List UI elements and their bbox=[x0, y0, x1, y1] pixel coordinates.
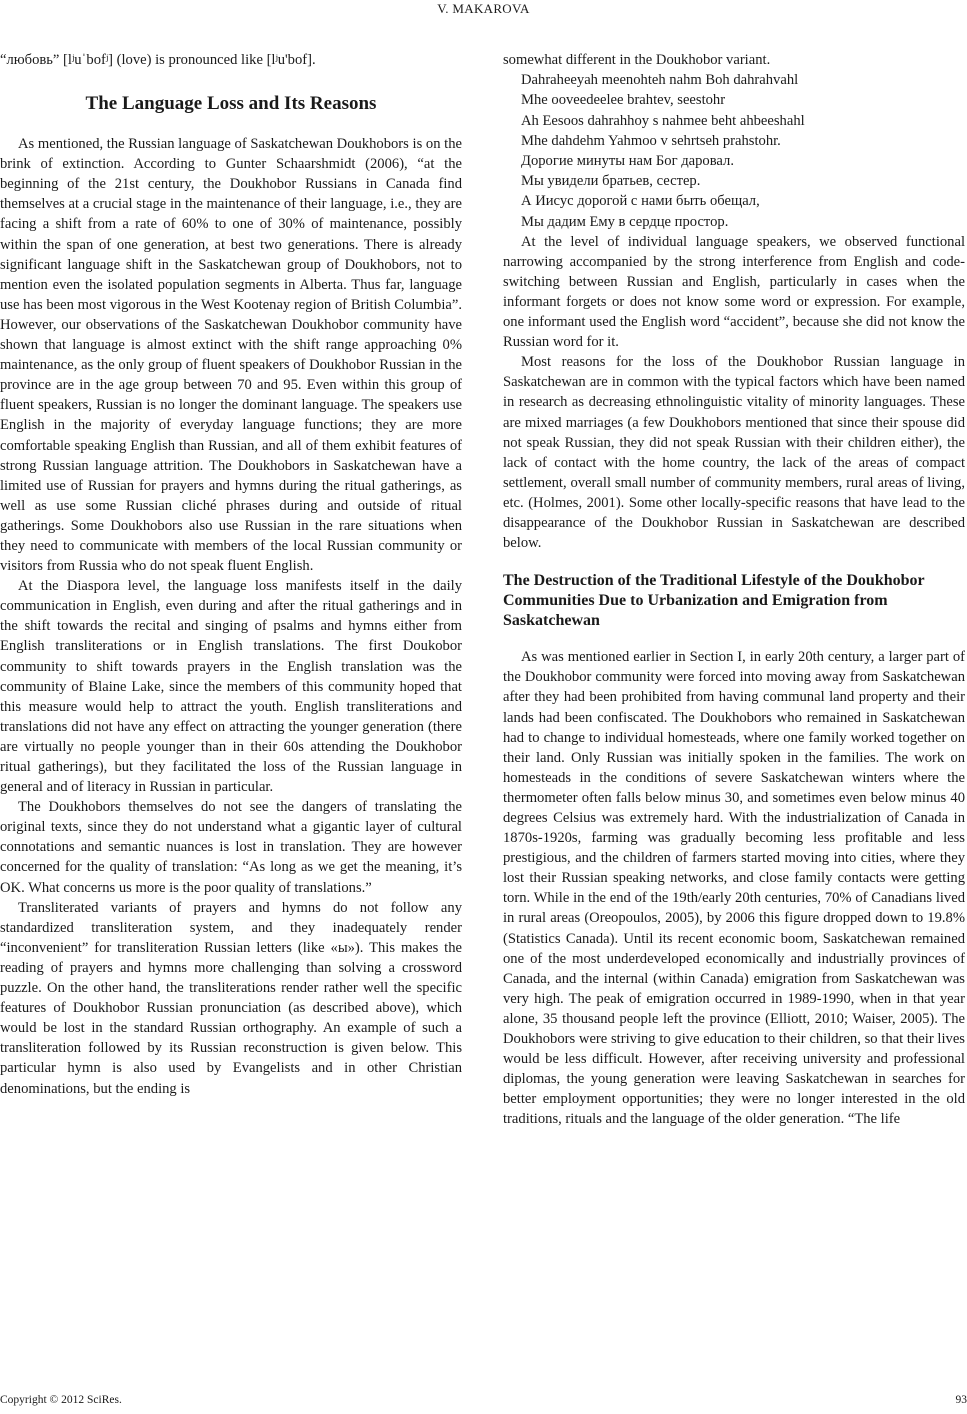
hymn-line: Dahraheeyah meenohteh nahm Boh dahrahvahl bbox=[521, 72, 799, 89]
body-paragraph: Most reasons for the loss of the Doukhobor Russian language in Saskatchewan are in common with the typical factors which have been named in research as decreasing ethnolinguistic vitality of minority languages. These are mixed marriages (a few Doukhobors mentioned that since their spouse did not speak Russian, they did not speak Russian with their children either), the lack of contact with the home country, the lack of the areas of compact settlement, overall small number of community members, rural areas of living, etc. (Holmes, 2001). Some other locally-specific reasons that have lead to the disappearance of the Doukhobor Russian in Saskatchewan are described below. bbox=[503, 354, 965, 552]
hymn-verse bbox=[503, 70, 965, 232]
body-paragraph: As mentioned, the Russian language of Saskatchewan Doukhobors is on the brink of extinction. According to Gunter Schaarshmidt (2006), “at the beginning of the 21st century, the Doukhobor Russians in Canada find themselves at a crucial stage in the maintenance of their language, i.e., they are facing a shift from a rate of 60% to one of 30% of maintenance, possibly within the span of one generation, at best two generations. There is already significant language shift in the Saskatchewan group of Doukhobors, not to mention even the isolated population segments in Alberta. Thus far, language use has been most vigorous in the West Kootenay region of British Columbia”. However, our observations of the Saskatchewan Doukhobor community have shown that language is almost extinct with the shift range approaching 0% maintenance, as the only group of fluent speakers of Doukhobor Russian in the province are in the age group between 70 and 95. Even within this group of fluent speakers, Russian is no longer the dominant language. The speakers use English in the majority of everyday language functions; they are more comfortable speaking English than Russian, and all of them exhibit features of strong Russian language attrition. The Doukhobors in Saskatchewan have a limited use of Russian for prayers and hymns during the ritual gatherings, as well as use some Russian cliché phrases during and outside of ritual gatherings. Some Doukhobors also use Russian in the rare situations when they need to communicate with members of the local Russian community or visitors from Russia who do not speak fluent English. bbox=[0, 136, 462, 575]
copyright-notice: Copyright © 2012 SciRes. bbox=[0, 1394, 122, 1406]
subsection-title: The Destruction of the Traditional Lifestyle of the Doukhobor Communities Due to Urbanization and Emigration from Saskatchewan bbox=[503, 572, 925, 630]
left-column bbox=[0, 50, 462, 1099]
running-head: V. MAKAROVA bbox=[437, 1, 530, 16]
intro-line: “любовь” [lʲuˈbofʲ] (love) is pronounced like [lʲu'bof]. bbox=[0, 52, 316, 68]
right-column bbox=[503, 50, 965, 1129]
body-paragraph: The Doukhobors themselves do not see the dangers of translating the original texts, since they do not understand what a gigantic layer of cultural connotations and semantic nuances is lost in translation. They are however concerned for the quality of translation: “As long as we get the meaning, it’s OK. What concerns us more is the poor quality of translations.” bbox=[0, 799, 462, 896]
hymn-line: Mhe dahdehm Yahmoo v sehrtseh prahstohr. bbox=[521, 132, 781, 149]
page-number: 93 bbox=[955, 1394, 967, 1406]
hymn-line: Мы увидели братьев, сестер. bbox=[521, 173, 701, 190]
hymn-line: А Иисус дорогой с нами быть обещал, bbox=[521, 193, 760, 210]
body-paragraph: Transliterated variants of prayers and hymns do not follow any standardized transliteration system, and they inadequately render “inconvenient” for transliteration Russian letters (like «ы»). This makes the reading of prayers and hymns more challenging than solving a crossword puzzle. On the other hand, the transliterations render rather well the specific features of Doukhobor Russian pronunciation (as described above), which would be lost in the standard Russian orthography. An example of such a transliteration followed by its Russian reconstruction is given below. This particular hymn is also used by Evangelists and in other Christian denominations, but the ending is bbox=[0, 899, 462, 1097]
continuation-line: somewhat different in the Doukhobor variant. bbox=[503, 52, 771, 68]
section-title: The Language Loss and Its Reasons bbox=[85, 93, 377, 115]
hymn-line: Мы дадим Ему в сердце простор. bbox=[521, 213, 729, 230]
body-paragraph: At the level of individual language speakers, we observed functional narrowing accompanied by the strong interference from English and code-switching between Russian and English, particularly in cases when the informant forgets or does not know some word or expression. For example, one informant used the English word “accident”, because she did not know the Russian word for it. bbox=[503, 233, 965, 351]
hymn-line: Ah Eesoos dahrahhoy s nahmee beht ahbeeshahl bbox=[521, 112, 805, 129]
body-paragraph: As was mentioned earlier in Section I, in early 20th century, a larger part of the Doukhobor community were forced into moving away from Saskatchewan after they had been prohibited from having communal land property and their lands had been confiscated. The Doukhobors who remained in Saskatchewan had to change to individual homesteads, where one family worked together on their land. Only Russian was initially spoken in the families. The work on homesteads in the conditions of severe Saskatchewan winters where the thermometer often falls below minus 30, and sometimes even below minus 40 degrees Celsius was extremely hard. With the industrialization of Canada in 1870s-1920s, farming was gradually becoming less profitable and less prestigious, and the children of farmers started moving into cities, where they lost their Russian speaking networks, and close family contacts were getting torn. While in the end of the 19th/early 20th centuries, 70% of Canadians lived in rural areas (Oreopoulos, 2005), by 2006 this figure dropped down to 19.8% (Statistics Canada). Until its recent economic boom, Saskatchewan remained one of the most underdeveloped economically and industrially provinces of Canada, and the internal (within Canada) emigration from Saskatchewan was very high. The peak of emigration occurred in 1989-1990, when in that year alone, 35 thousand people left the province (Elliott, 2010; Waiser, 2005). The Doukhobors were striving to give education to their children, so that their lives would be less difficult. However, after receiving university and professional diplomas, the young generation were leaving Saskatchewan in searches for better employment opportunities; they were no longer interested in the old traditions, rituals and the language of the older generation. “The life bbox=[503, 649, 965, 1128]
hymn-line: Mhe ooveedeelee brahtev, seestohr bbox=[521, 92, 726, 109]
hymn-line: Дорогие минуты нам Бог даровал. bbox=[521, 152, 734, 169]
body-paragraph: At the Diaspora level, the language loss manifests itself in the daily communication in English, even during and after the ritual gatherings and in the shift towards the recital and singing of psalms and hymns either from English transliterations or in English translations. The first Doukobor community to shift towards prayers in the English translation was the community of Blaine Lake, since the members of this community hoped that this measure would help to attract the youth. English transliterations and translations did not have any effect on attracting the younger generation (there are virtually no people younger than in their 60s attending the Doukhobor ritual gatherings), but they facilitated the loss of the Russian language in general and of literacy in Russian in particular. bbox=[0, 578, 462, 796]
